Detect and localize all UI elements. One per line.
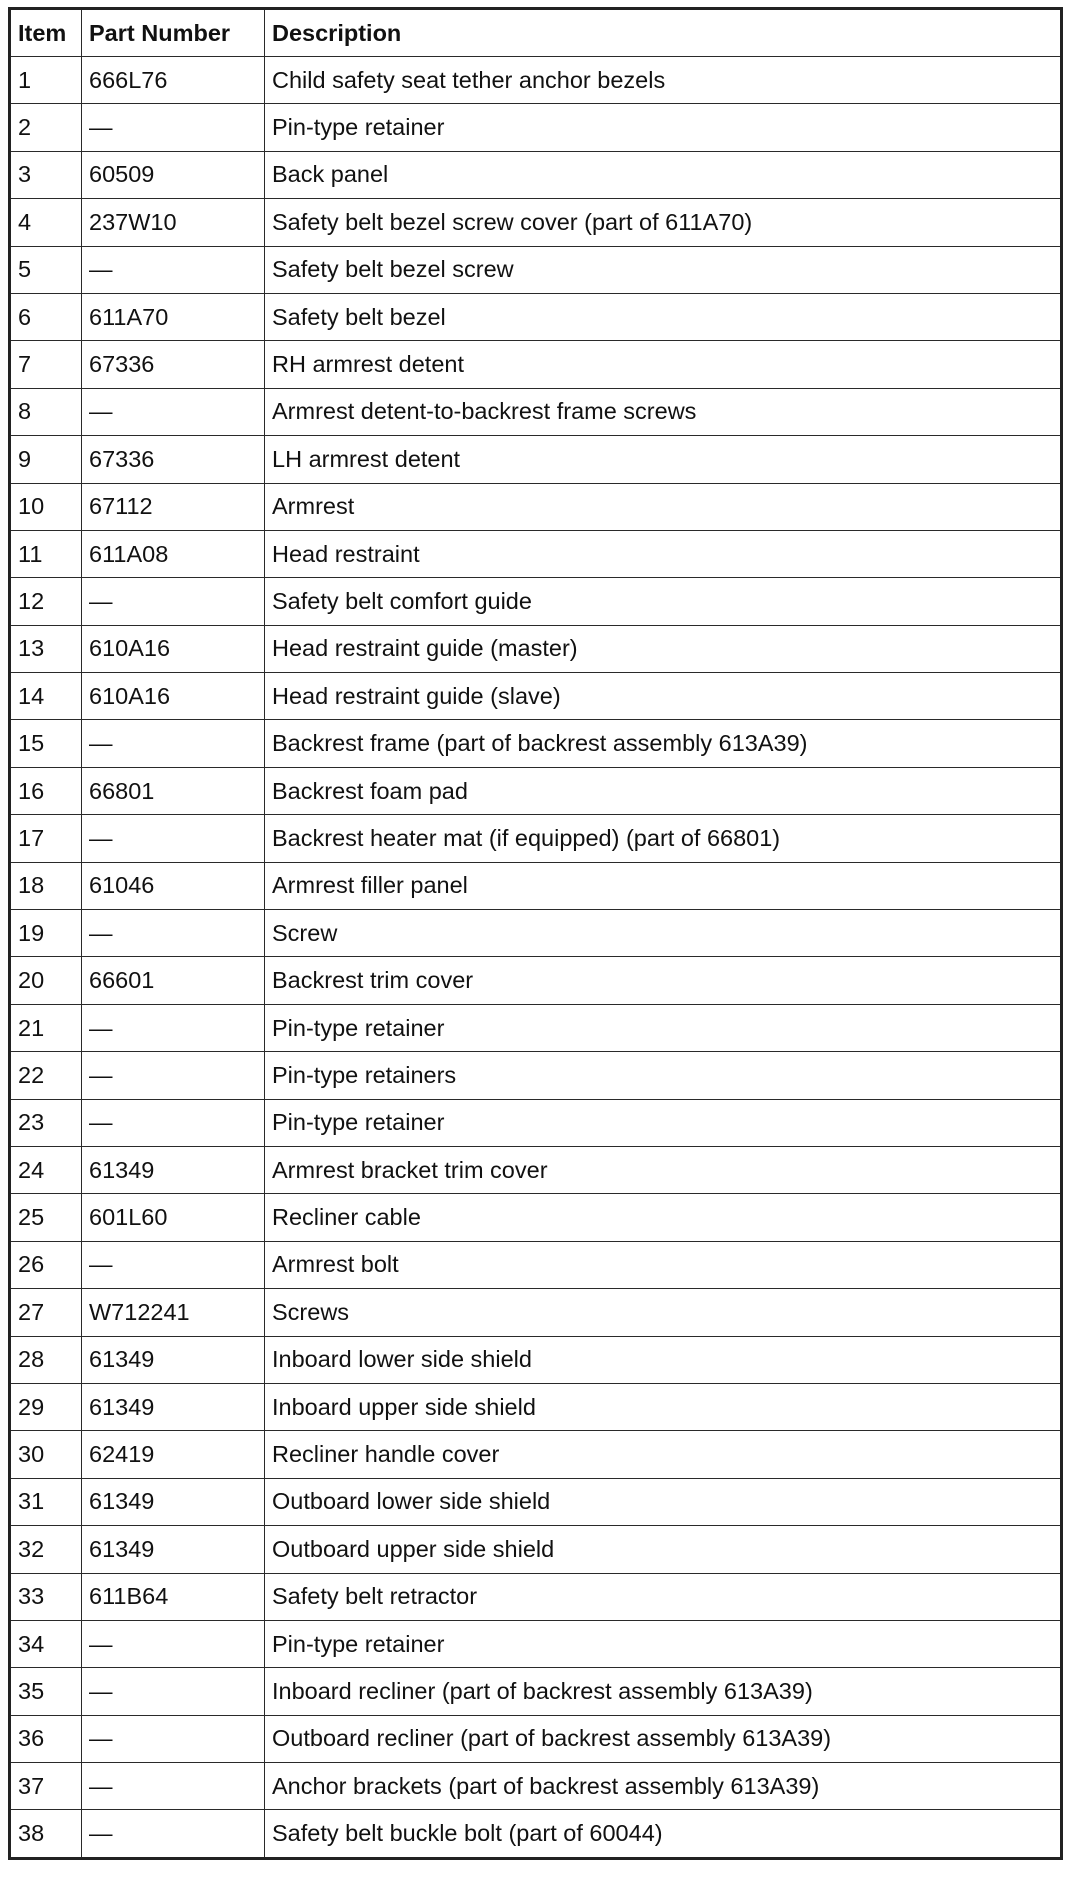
item-cell: 35 (10, 1668, 82, 1715)
part-number-cell: 61349 (82, 1146, 265, 1193)
description-cell: Safety belt retractor (265, 1573, 1062, 1620)
description-cell: LH armrest detent (265, 436, 1062, 483)
item-cell: 17 (10, 815, 82, 862)
item-cell: 23 (10, 1099, 82, 1146)
description-cell: Recliner cable (265, 1194, 1062, 1241)
table-row (10, 625, 1062, 672)
table-row (10, 1478, 1062, 1525)
item-cell: 15 (10, 720, 82, 767)
description-cell: Safety belt bezel (265, 293, 1062, 340)
table-row (10, 341, 1062, 388)
table-row (10, 199, 1062, 246)
description-cell: Armrest (265, 483, 1062, 530)
part-number-cell: 610A16 (82, 625, 265, 672)
table-row (10, 1383, 1062, 1430)
table-row (10, 1241, 1062, 1288)
item-cell: 32 (10, 1526, 82, 1573)
part-number-cell: — (82, 246, 265, 293)
description-cell: Screws (265, 1289, 1062, 1336)
description-cell: Pin-type retainer (265, 1099, 1062, 1146)
part-number-cell: 67336 (82, 436, 265, 483)
item-cell: 7 (10, 341, 82, 388)
table-row (10, 1668, 1062, 1715)
item-cell: 34 (10, 1620, 82, 1667)
part-number-cell: 67336 (82, 341, 265, 388)
description-cell: Outboard recliner (part of backrest assembly 613A39) (265, 1715, 1062, 1762)
part-number-cell: 610A16 (82, 673, 265, 720)
description-cell: Safety belt bezel screw (265, 246, 1062, 293)
item-cell: 8 (10, 388, 82, 435)
item-cell: 20 (10, 957, 82, 1004)
description-cell: Safety belt bezel screw cover (part of 611A70) (265, 199, 1062, 246)
description-cell: Anchor brackets (part of backrest assembly 613A39) (265, 1763, 1062, 1810)
table-row (10, 530, 1062, 577)
description-cell: Inboard lower side shield (265, 1336, 1062, 1383)
item-cell: 25 (10, 1194, 82, 1241)
table-row (10, 1289, 1062, 1336)
header-part-number: Part Number (82, 9, 265, 57)
description-cell: Backrest foam pad (265, 767, 1062, 814)
description-cell: Safety belt buckle bolt (part of 60044) (265, 1810, 1062, 1858)
part-number-cell: 66801 (82, 767, 265, 814)
part-number-cell: 61349 (82, 1478, 265, 1525)
table-row (10, 1573, 1062, 1620)
description-cell: Armrest filler panel (265, 862, 1062, 909)
table-row (10, 862, 1062, 909)
description-cell: Backrest trim cover (265, 957, 1062, 1004)
table-row (10, 815, 1062, 862)
table-row (10, 1052, 1062, 1099)
item-cell: 31 (10, 1478, 82, 1525)
part-number-cell: — (82, 1004, 265, 1051)
part-number-cell: 61046 (82, 862, 265, 909)
table-row (10, 436, 1062, 483)
item-cell: 11 (10, 530, 82, 577)
header-row (10, 9, 1062, 57)
part-number-cell: — (82, 578, 265, 625)
description-cell: Backrest heater mat (if equipped) (part of 66801) (265, 815, 1062, 862)
item-cell: 26 (10, 1241, 82, 1288)
header-description: Description (265, 9, 1062, 57)
description-cell: Pin-type retainers (265, 1052, 1062, 1099)
table-row (10, 673, 1062, 720)
table-row (10, 1146, 1062, 1193)
part-number-cell: — (82, 388, 265, 435)
parts-table-body (10, 57, 1062, 1859)
item-cell: 9 (10, 436, 82, 483)
item-cell: 14 (10, 673, 82, 720)
description-cell: Outboard upper side shield (265, 1526, 1062, 1573)
description-cell: Head restraint guide (slave) (265, 673, 1062, 720)
part-number-cell: 601L60 (82, 1194, 265, 1241)
description-cell: Armrest bolt (265, 1241, 1062, 1288)
item-cell: 13 (10, 625, 82, 672)
item-cell: 2 (10, 104, 82, 151)
description-cell: Outboard lower side shield (265, 1478, 1062, 1525)
description-cell: Pin-type retainer (265, 1004, 1062, 1051)
part-number-cell: — (82, 1241, 265, 1288)
table-row (10, 1620, 1062, 1667)
description-cell: Inboard upper side shield (265, 1383, 1062, 1430)
part-number-cell: 611B64 (82, 1573, 265, 1620)
description-cell: Recliner handle cover (265, 1431, 1062, 1478)
item-cell: 10 (10, 483, 82, 530)
part-number-cell: 60509 (82, 151, 265, 198)
table-row (10, 1715, 1062, 1762)
description-cell: Child safety seat tether anchor bezels (265, 57, 1062, 104)
description-cell: Inboard recliner (part of backrest assembly 613A39) (265, 1668, 1062, 1715)
item-cell: 38 (10, 1810, 82, 1858)
part-number-cell: — (82, 1052, 265, 1099)
description-cell: Head restraint guide (master) (265, 625, 1062, 672)
item-cell: 27 (10, 1289, 82, 1336)
description-cell: Armrest bracket trim cover (265, 1146, 1062, 1193)
item-cell: 30 (10, 1431, 82, 1478)
item-cell: 16 (10, 767, 82, 814)
table-row (10, 957, 1062, 1004)
table-row (10, 293, 1062, 340)
item-cell: 33 (10, 1573, 82, 1620)
item-cell: 3 (10, 151, 82, 198)
item-cell: 37 (10, 1763, 82, 1810)
description-cell: RH armrest detent (265, 341, 1062, 388)
part-number-cell: — (82, 720, 265, 767)
item-cell: 21 (10, 1004, 82, 1051)
item-cell: 24 (10, 1146, 82, 1193)
part-number-cell: 66601 (82, 957, 265, 1004)
item-cell: 22 (10, 1052, 82, 1099)
part-number-cell: — (82, 1715, 265, 1762)
item-cell: 12 (10, 578, 82, 625)
part-number-cell: 61349 (82, 1336, 265, 1383)
description-cell: Pin-type retainer (265, 104, 1062, 151)
description-cell: Backrest frame (part of backrest assembly 613A39) (265, 720, 1062, 767)
part-number-cell: — (82, 1763, 265, 1810)
part-number-cell: 67112 (82, 483, 265, 530)
table-row (10, 1431, 1062, 1478)
table-row (10, 388, 1062, 435)
part-number-cell: 666L76 (82, 57, 265, 104)
table-row (10, 1336, 1062, 1383)
table-row (10, 1763, 1062, 1810)
table-row (10, 1004, 1062, 1051)
part-number-cell: — (82, 1810, 265, 1858)
part-number-cell: W712241 (82, 1289, 265, 1336)
table-row (10, 57, 1062, 104)
table-row (10, 483, 1062, 530)
description-cell: Armrest detent-to-backrest frame screws (265, 388, 1062, 435)
table-row (10, 151, 1062, 198)
item-cell: 4 (10, 199, 82, 246)
part-number-cell: 61349 (82, 1383, 265, 1430)
part-number-cell: 611A70 (82, 293, 265, 340)
parts-table (8, 7, 1063, 1860)
table-row (10, 767, 1062, 814)
part-number-cell: 237W10 (82, 199, 265, 246)
table-row (10, 1194, 1062, 1241)
item-cell: 36 (10, 1715, 82, 1762)
table-row (10, 246, 1062, 293)
item-cell: 28 (10, 1336, 82, 1383)
item-cell: 6 (10, 293, 82, 340)
description-cell: Screw (265, 910, 1062, 957)
item-cell: 19 (10, 910, 82, 957)
item-cell: 1 (10, 57, 82, 104)
table-row (10, 104, 1062, 151)
part-number-cell: — (82, 1620, 265, 1667)
part-number-cell: — (82, 910, 265, 957)
table-row (10, 1099, 1062, 1146)
part-number-cell: 611A08 (82, 530, 265, 577)
table-row (10, 578, 1062, 625)
header-item: Item (10, 9, 82, 57)
table-row (10, 1526, 1062, 1573)
table-row (10, 1810, 1062, 1858)
part-number-cell: — (82, 815, 265, 862)
part-number-cell: — (82, 1668, 265, 1715)
item-cell: 5 (10, 246, 82, 293)
parts-table-header (10, 9, 1062, 57)
description-cell: Safety belt comfort guide (265, 578, 1062, 625)
table-row (10, 720, 1062, 767)
item-cell: 18 (10, 862, 82, 909)
part-number-cell: — (82, 1099, 265, 1146)
description-cell: Pin-type retainer (265, 1620, 1062, 1667)
description-cell: Head restraint (265, 530, 1062, 577)
part-number-cell: 62419 (82, 1431, 265, 1478)
part-number-cell: — (82, 104, 265, 151)
part-number-cell: 61349 (82, 1526, 265, 1573)
description-cell: Back panel (265, 151, 1062, 198)
item-cell: 29 (10, 1383, 82, 1430)
table-row (10, 910, 1062, 957)
